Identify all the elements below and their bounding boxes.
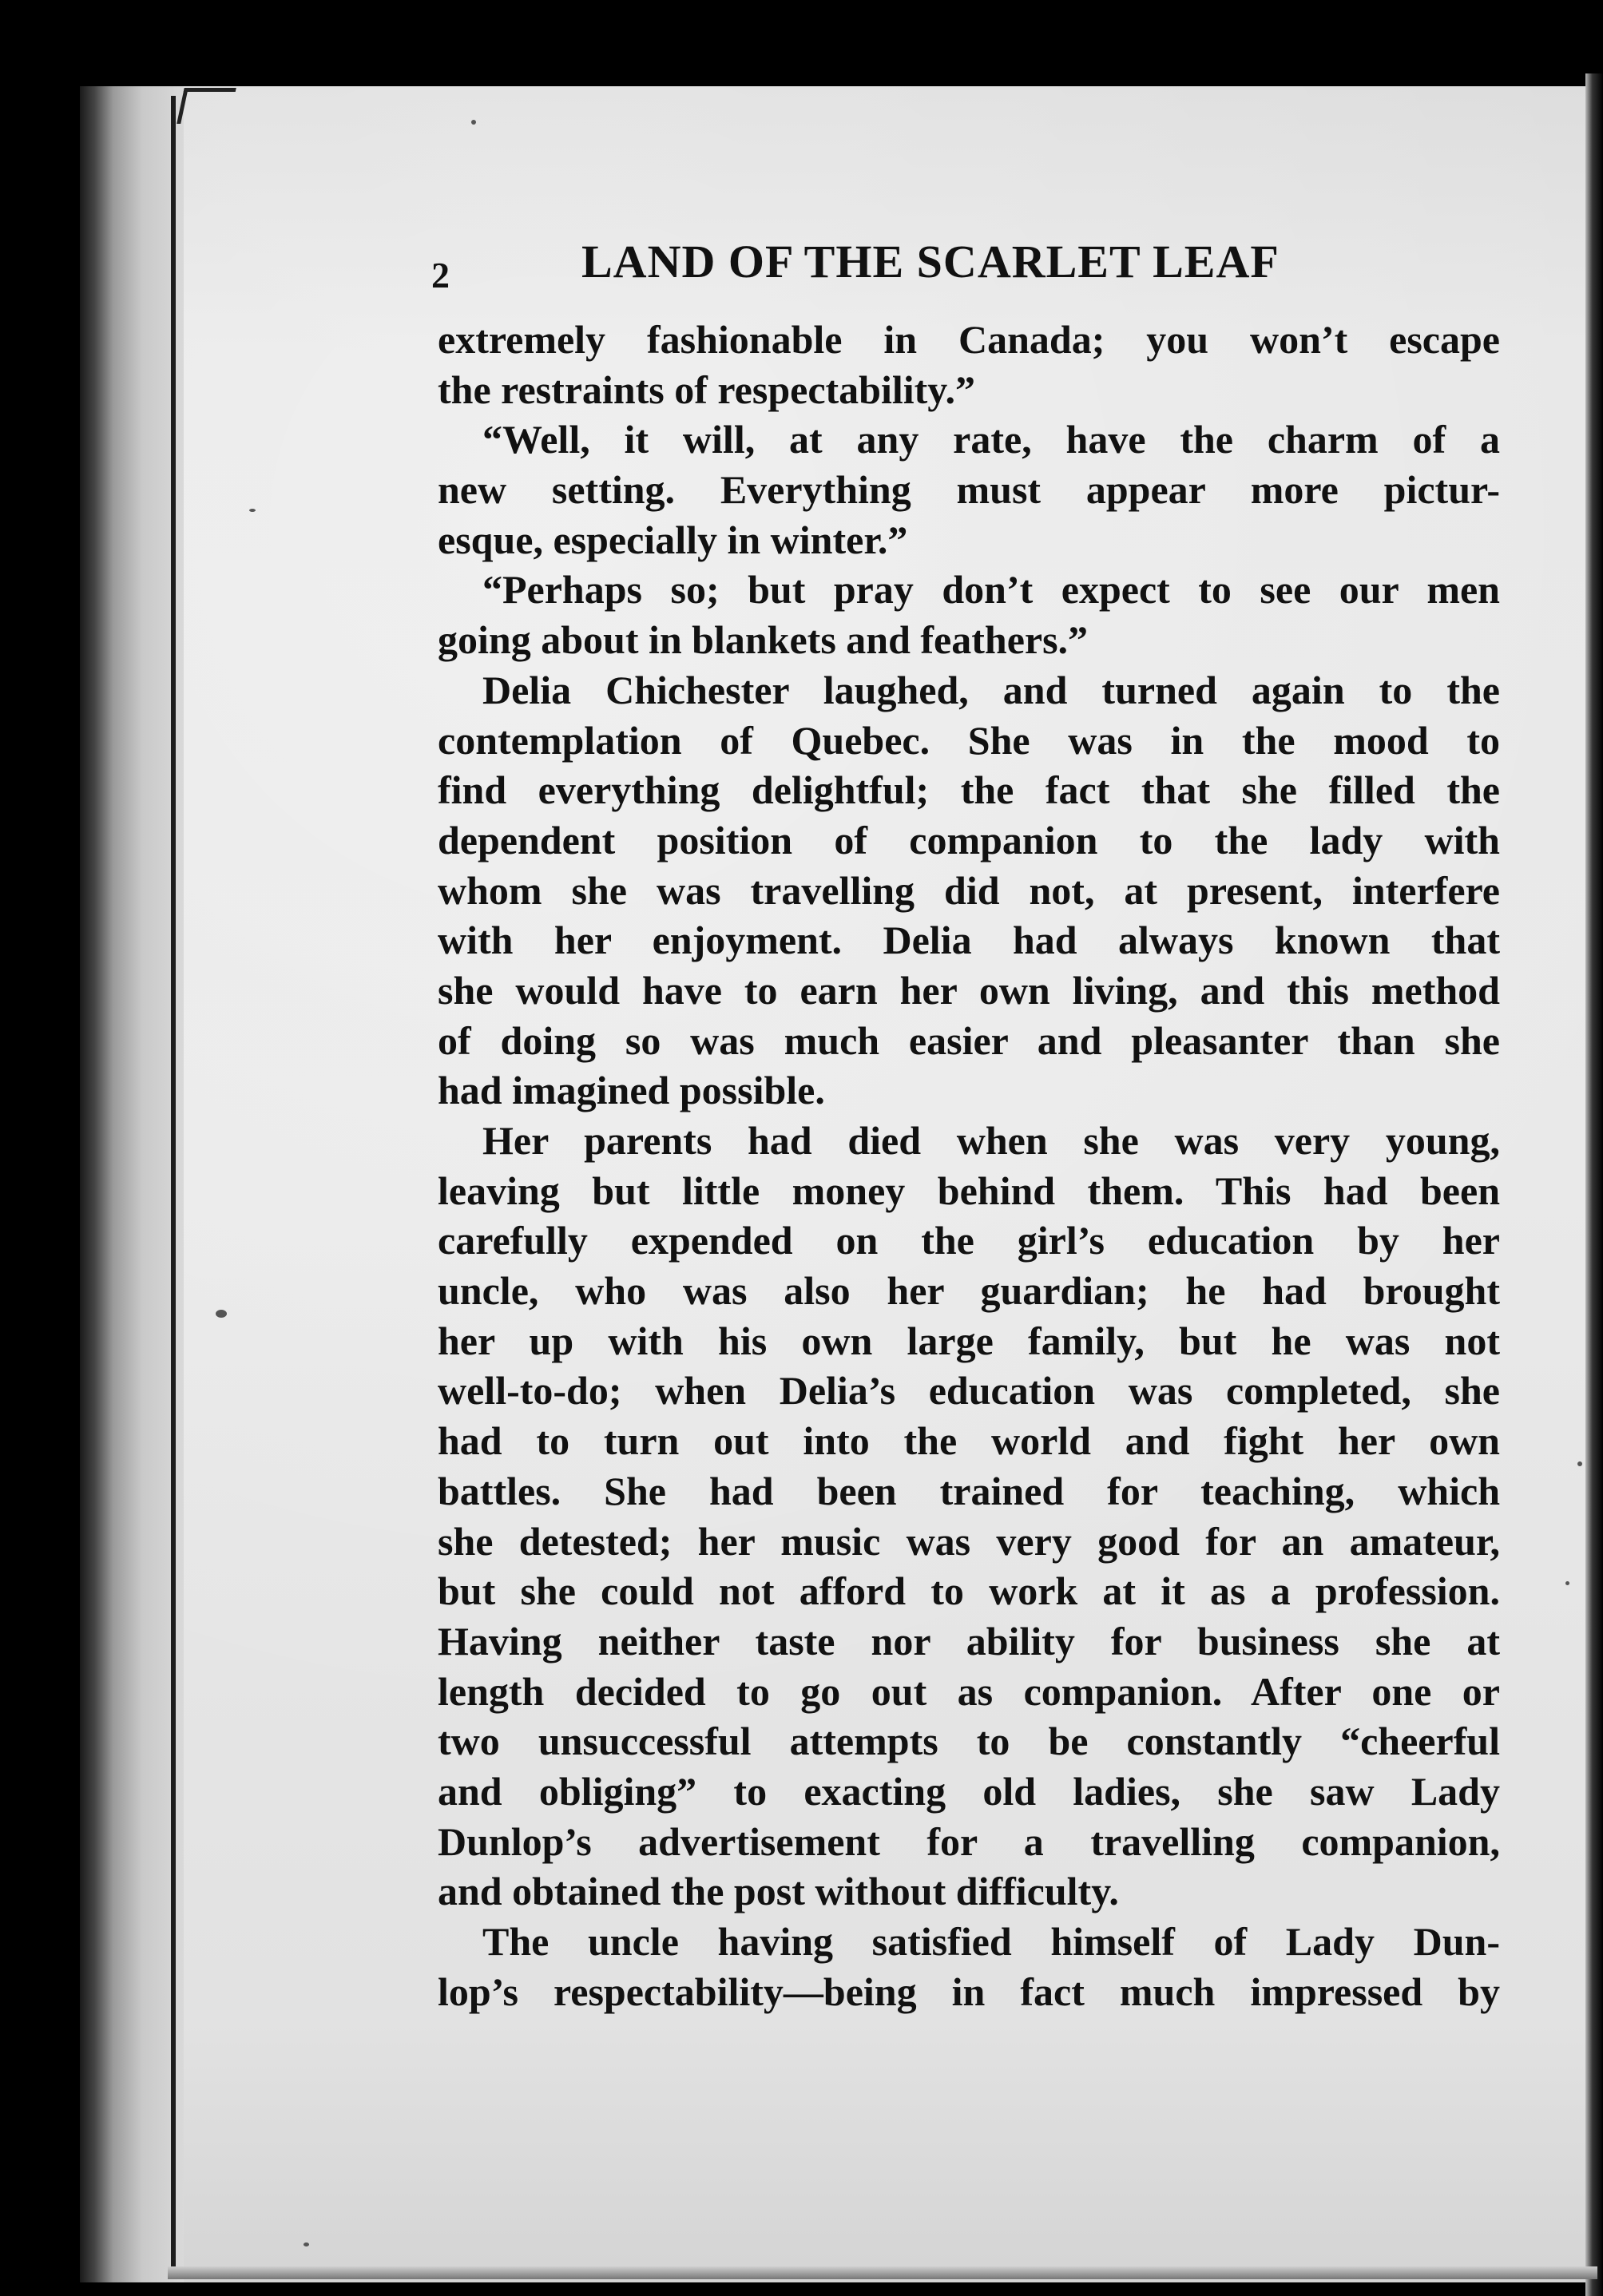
text-line: she detested; her music was very good for an amateur, xyxy=(438,1518,1500,1564)
text-line: leaving but little money behind them. This had been xyxy=(438,1168,1500,1213)
dust-speck xyxy=(471,120,476,125)
text-line: carefully expended on the girl’s education by her xyxy=(438,1218,1500,1263)
text-line: “Well, it will, at any rate, have the charm of a xyxy=(482,417,1500,462)
text-line: extremely fashionable in Canada; you won’t escape xyxy=(438,317,1500,362)
text-line: dependent position of companion to the lady with xyxy=(438,817,1500,862)
dust-speck xyxy=(216,1310,227,1318)
text-line: the restraints of respectability.” xyxy=(438,367,976,412)
book-spine-shadow xyxy=(80,86,184,2282)
text-line: Dunlop’s advertisement for a travelling companion, xyxy=(438,1818,1500,1864)
text-line: whom she was travelling did not, at present, interfere xyxy=(438,867,1500,913)
text-line: “Perhaps so; but pray don’t expect to see our men xyxy=(482,567,1500,613)
text-line: with her enjoyment. Delia had always known that xyxy=(438,918,1500,963)
dust-speck xyxy=(1565,1581,1569,1585)
text-line: of doing so was much easier and pleasanter than she xyxy=(438,1017,1500,1063)
page-number: 2 xyxy=(431,255,450,295)
text-line: find everything delightful; the fact that she filled the xyxy=(438,767,1500,813)
dust-speck xyxy=(304,2242,309,2246)
text-line: and obtained the post without difficulty. xyxy=(438,1869,1119,1914)
text-line: her up with his own large family, but he was not xyxy=(438,1318,1500,1363)
text-line: contemplation of Quebec. She was in the mood to xyxy=(438,717,1500,763)
body-text xyxy=(438,315,1500,2016)
text-line: battles. She had been trained for teaching, which xyxy=(438,1468,1500,1513)
page-bottom-edge xyxy=(168,2266,1597,2279)
text-line: uncle, who was also her guardian; he had brought xyxy=(438,1268,1500,1314)
text-line: Delia Chichester laughed, and turned again to the xyxy=(482,667,1500,712)
dust-speck xyxy=(249,509,256,512)
text-line: had to turn out into the world and fight her own xyxy=(438,1418,1500,1464)
text-line: Her parents had died when she was very young, xyxy=(482,1118,1500,1163)
text-line: going about in blankets and feathers.” xyxy=(438,617,1089,663)
text-line: had imagined possible. xyxy=(438,1068,825,1113)
corner-fold-mark xyxy=(177,88,236,124)
text-line: Having neither taste nor ability for business she at xyxy=(438,1618,1500,1664)
gutter-line xyxy=(171,96,176,2276)
running-title: LAND OF THE SCARLET LEAF xyxy=(581,236,1280,287)
text-line: but she could not afford to work at it as a profession. xyxy=(438,1568,1500,1614)
text-line: two unsuccessful attempts to be constantly “cheerful xyxy=(438,1719,1500,1764)
text-line: lop’s respectability—being in fact much impressed by xyxy=(438,1969,1500,2014)
text-line: length decided to go out as companion. After one or xyxy=(438,1668,1500,1714)
dust-speck xyxy=(1577,1461,1582,1466)
text-line: she would have to earn her own living, and this method xyxy=(438,967,1500,1013)
text-line: The uncle having satisfied himself of Lady Dun- xyxy=(482,1919,1500,1964)
page-right-edge xyxy=(1585,73,1603,2296)
text-line: esque, especially in winter.” xyxy=(438,517,908,562)
text-line: and obliging” to exacting old ladies, she saw Lady xyxy=(438,1768,1500,1814)
text-line: well-to-do; when Delia’s education was completed, she xyxy=(438,1368,1500,1414)
text-line: new setting. Everything must appear more pictur- xyxy=(438,467,1500,513)
